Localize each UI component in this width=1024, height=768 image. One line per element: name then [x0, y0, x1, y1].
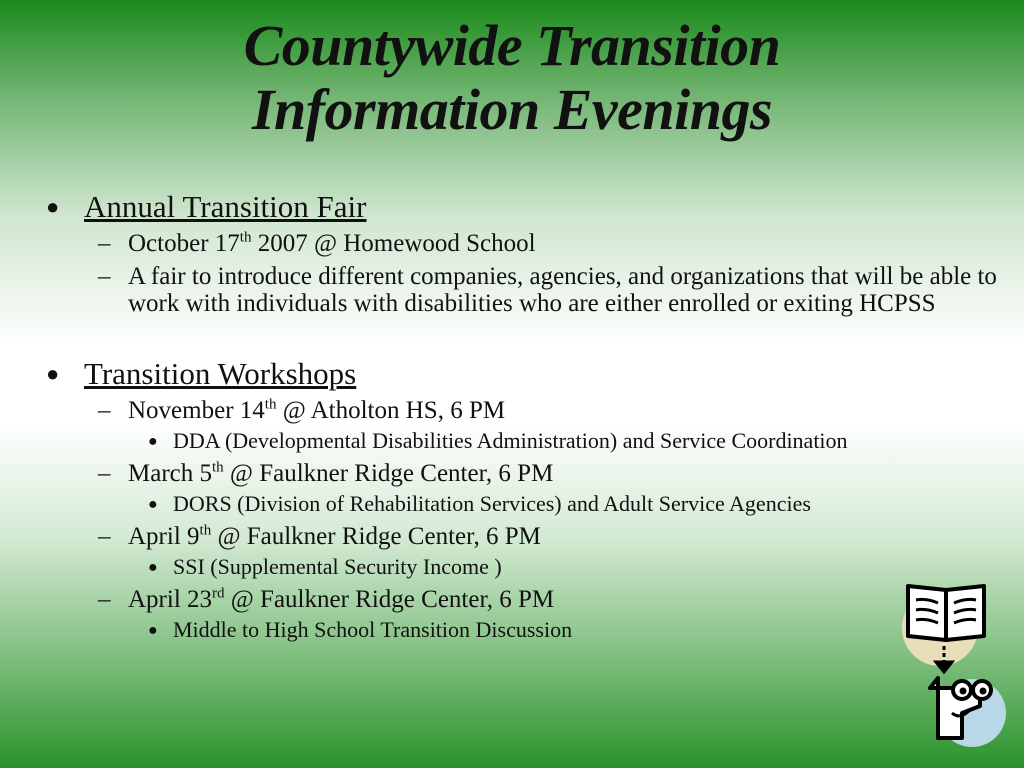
item-text: April 23: [128, 586, 213, 613]
dash-icon: –: [98, 523, 111, 550]
list-item: [40, 263, 1000, 317]
list-item: [40, 397, 1000, 424]
sub-list-item: [40, 554, 1000, 580]
slide-body: [40, 190, 1000, 643]
ordinal-suffix: th: [212, 459, 224, 476]
sub-list-item: [40, 491, 1000, 517]
bullet-icon: ●: [46, 361, 60, 386]
section-heading: Transition Workshops: [84, 356, 357, 391]
ordinal-suffix: th: [239, 229, 252, 246]
item-text-rest: @ Faulkner Ridge Center, 6 PM: [223, 460, 554, 487]
list-item: [40, 586, 1000, 613]
list-item: [40, 460, 1000, 487]
sub-item-text: DDA (Developmental Disabilities Administration) and Service Coordination: [173, 428, 848, 453]
sub-list-item: [40, 428, 1000, 454]
section-workshops: [40, 357, 1000, 391]
dash-icon: –: [98, 397, 111, 424]
section-heading: Annual Transition Fair: [84, 189, 367, 224]
open-book-icon: [908, 586, 984, 640]
dash-icon: –: [98, 263, 111, 290]
item-text-rest: @ Faulkner Ridge Center, 6 PM: [211, 523, 541, 550]
ordinal-suffix: th: [199, 522, 212, 539]
slide-title: [0, 14, 1024, 142]
ordinal-suffix: th: [264, 396, 277, 413]
bullet-icon: ●: [46, 194, 60, 219]
sub-item-text: DORS (Division of Rehabilitation Services) and Adult Service Agencies: [173, 491, 811, 516]
title-line-1: Countywide Transition: [243, 13, 781, 78]
sub-list-item: [40, 617, 1000, 643]
section-annual-fair: [40, 190, 1000, 224]
list-item: [40, 230, 1000, 257]
bullet-icon: ●: [148, 433, 158, 450]
item-text-rest: 2007 @ Homewood School: [251, 230, 536, 257]
dash-icon: –: [98, 586, 111, 613]
item-text-rest: @ Faulkner Ridge Center, 6 PM: [224, 586, 555, 613]
item-text: March 5: [128, 460, 212, 487]
item-text: A fair to introduce different companies, agencies, and organizations that will be able to work with individuals with disabilities who are either enrolled or exiting HCPSS: [128, 263, 997, 317]
item-text: April 9: [128, 523, 200, 550]
book-to-reader-icon: [900, 578, 1010, 753]
sub-item-text: SSI (Supplemental Security Income ): [173, 554, 502, 579]
dash-icon: –: [98, 460, 111, 487]
item-text: November 14: [128, 397, 265, 424]
title-line-2: Information Evenings: [251, 77, 773, 142]
ordinal-suffix: rd: [212, 585, 225, 602]
bullet-icon: ●: [148, 496, 158, 513]
bullet-icon: ●: [148, 622, 158, 639]
item-text: October 17: [128, 230, 240, 257]
list-item: [40, 523, 1000, 550]
sub-item-text: Middle to High School Transition Discussion: [173, 617, 573, 642]
bullet-icon: ●: [148, 559, 158, 576]
item-text-rest: @ Atholton HS, 6 PM: [276, 397, 506, 424]
dash-icon: –: [98, 230, 111, 257]
